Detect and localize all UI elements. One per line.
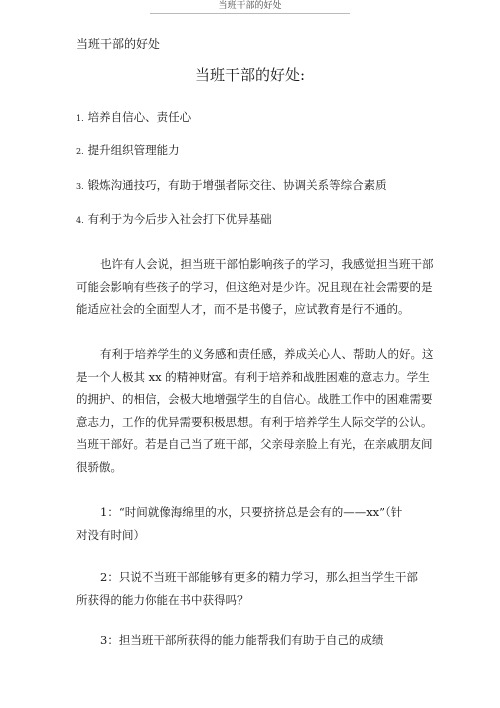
paragraph-line: 也许有人会说，担当班干部怕影响孩子的学习，我感觉担当班干部 <box>100 257 434 271</box>
paragraph-line: 可能会影响有些孩子的学习，但这绝对是少许。况且现在社会需要的是 <box>76 279 433 294</box>
list-text: 提升组织管理能力 <box>87 143 180 157</box>
list-number: 2. <box>76 147 84 156</box>
list-item <box>76 143 180 159</box>
point-line: 3：担当班干部所获得的能力能帮我们有助于自己的成绩 <box>100 633 384 647</box>
point-line: 所获得的能力你能在书中获得吗？ <box>76 592 249 607</box>
paragraph-line: 当班干部好。若是自己当了班干部，父亲母亲脸上有光，在亲戚朋友间 <box>76 437 433 451</box>
list-text: 锻炼沟通技巧，有助于增强者际交往、协调关系等综合素质 <box>87 178 387 192</box>
list-text: 培养自信心、责任心 <box>87 110 192 124</box>
list-number: 1. <box>76 114 84 123</box>
document-title: 当班干部的好处: <box>194 66 306 84</box>
paragraph-2 <box>76 343 436 478</box>
list-text: 有利于为今后步入社会打下优异基础 <box>87 212 272 226</box>
point-3 <box>76 629 383 652</box>
paragraph-line: 能适应社会的全面型人才，而不是书傻子，应试教育是行不通的。 <box>76 302 410 316</box>
paragraph-line: 意志力，工作的优异需要积极思想。有利于培养学生人际交学的公认。 <box>76 414 433 429</box>
list-item <box>76 212 272 228</box>
paragraph-line: 有利于培养学生的义务感和责任感，养成关心人、帮助人的好。这 <box>100 347 434 361</box>
paragraph-line: 的拥护、的相信，会极大地增强学生的自信心。战胜工作中的困难需要 <box>76 392 433 406</box>
list-number: 4. <box>76 216 84 225</box>
point-line: 1：“时间就像海绵里的水，只要挤挤总是会有的——xx”（针 <box>100 505 403 519</box>
paragraph-line: 很骄傲。 <box>76 459 122 474</box>
point-line: 2：只说不当班干部能够有更多的精力学习，那么担当学生干部 <box>100 570 418 584</box>
point-2 <box>76 566 418 611</box>
list-item <box>76 178 387 194</box>
page-header: 当班干部的好处 <box>218 1 282 11</box>
paragraph-1 <box>76 253 436 321</box>
document-subtitle: 当班干部的好处 <box>76 37 161 51</box>
point-line: 对没有时间） <box>76 527 145 542</box>
point-1 <box>76 501 402 546</box>
paragraph-line: 是一个人极其 xx 的精神财富。有利于培养和战胜困难的意志力。学生 <box>76 369 430 384</box>
list-number: 3. <box>76 182 84 191</box>
list-item <box>76 110 191 126</box>
header-divider <box>150 13 350 14</box>
